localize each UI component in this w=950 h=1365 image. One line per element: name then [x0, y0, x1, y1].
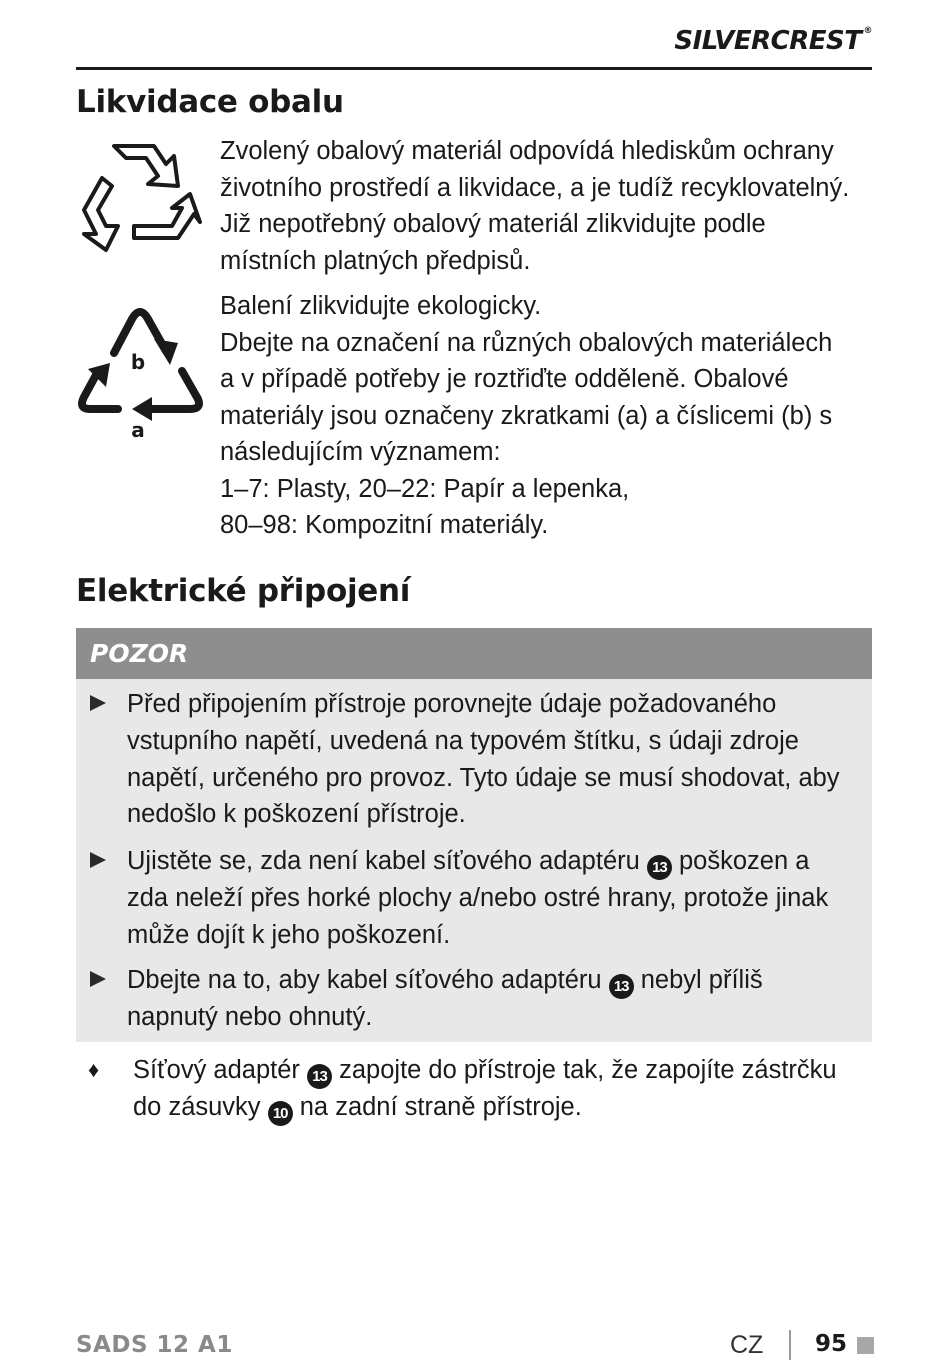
part-number-badge: 13	[647, 855, 672, 880]
text-line: 80–98: Kompozitní materiály.	[220, 511, 549, 539]
arrow-bullet-icon	[90, 695, 106, 711]
part-number-badge: 10	[268, 1101, 293, 1126]
text-line: místních platných předpisů.	[220, 246, 531, 275]
footer-model: SADS 12 A1	[76, 1332, 233, 1358]
packaging-paragraph	[220, 133, 872, 279]
section-title-packaging: Likvidace obalu	[76, 84, 344, 120]
text-line: Již nepotřebný obalový materiál zlikvidujte podle	[220, 210, 766, 238]
section-title-electrical: Elektrické připojení	[76, 573, 411, 609]
recycling-codes-paragraph	[220, 288, 872, 544]
recycling-code-triangle-icon	[74, 293, 204, 443]
footer-square-icon	[857, 1337, 874, 1354]
text-line: Zvolený obalový materiál odpovídá hlediskům ochrany	[220, 137, 834, 165]
arrow-bullet-icon	[90, 852, 106, 868]
warning-title: POZOR	[76, 628, 872, 679]
arrow-bullet-icon	[90, 971, 106, 987]
part-number-badge: 13	[307, 1064, 332, 1089]
text-line: Dbejte na označení na různých obalových materiálech	[220, 328, 833, 357]
text-line: Balení zlikvidujte ekologicky.	[220, 292, 542, 320]
text-line: a v případě potřeby je roztřiďte odděleně. Obalové	[220, 365, 789, 393]
text-line: 1–7: Plasty, 20–22: Papír a lepenka,	[220, 474, 630, 503]
footer-language: CZ	[730, 1331, 764, 1359]
brand-logo: SILVERCREST ®	[674, 26, 872, 56]
header-rule	[76, 67, 872, 70]
text-line: materiály jsou označeny zkratkami (a) a číslicemi (b) s	[220, 401, 833, 430]
footer-divider	[789, 1330, 791, 1360]
icon-label-b: b	[130, 350, 146, 374]
icon-label-a: a	[131, 418, 145, 442]
recycle-icon	[74, 138, 204, 258]
text-line: následujícím významem:	[220, 438, 501, 466]
text-line: životního prostředí a likvidace, a je tudíž recyklovatelný.	[220, 173, 850, 202]
part-number-badge: 13	[609, 974, 634, 999]
diamond-bullet-icon: ♦	[88, 1057, 100, 1082]
page-number: 95	[815, 1331, 848, 1357]
warning-box: POZOR Před připojením přístroje porovnejte údaje požadovaného vstupního napětí, uvedená na typovém štítku, s údaji zdroje napětí, určeného pro provoz. Tyto údaje se musí shodovat, aby nedošlo k poškození přístroje. Ujistěte se, zda není kabel síťového adaptéru 13 poškozen a zda neleží přes horké plochy a/nebo ostré hrany, protože jinak může dojít k jeho poškození. Dbejte na to, aby kabel síťového adaptéru 13 nebyl příliš napnutý nebo ohnutý.	[76, 628, 872, 1042]
